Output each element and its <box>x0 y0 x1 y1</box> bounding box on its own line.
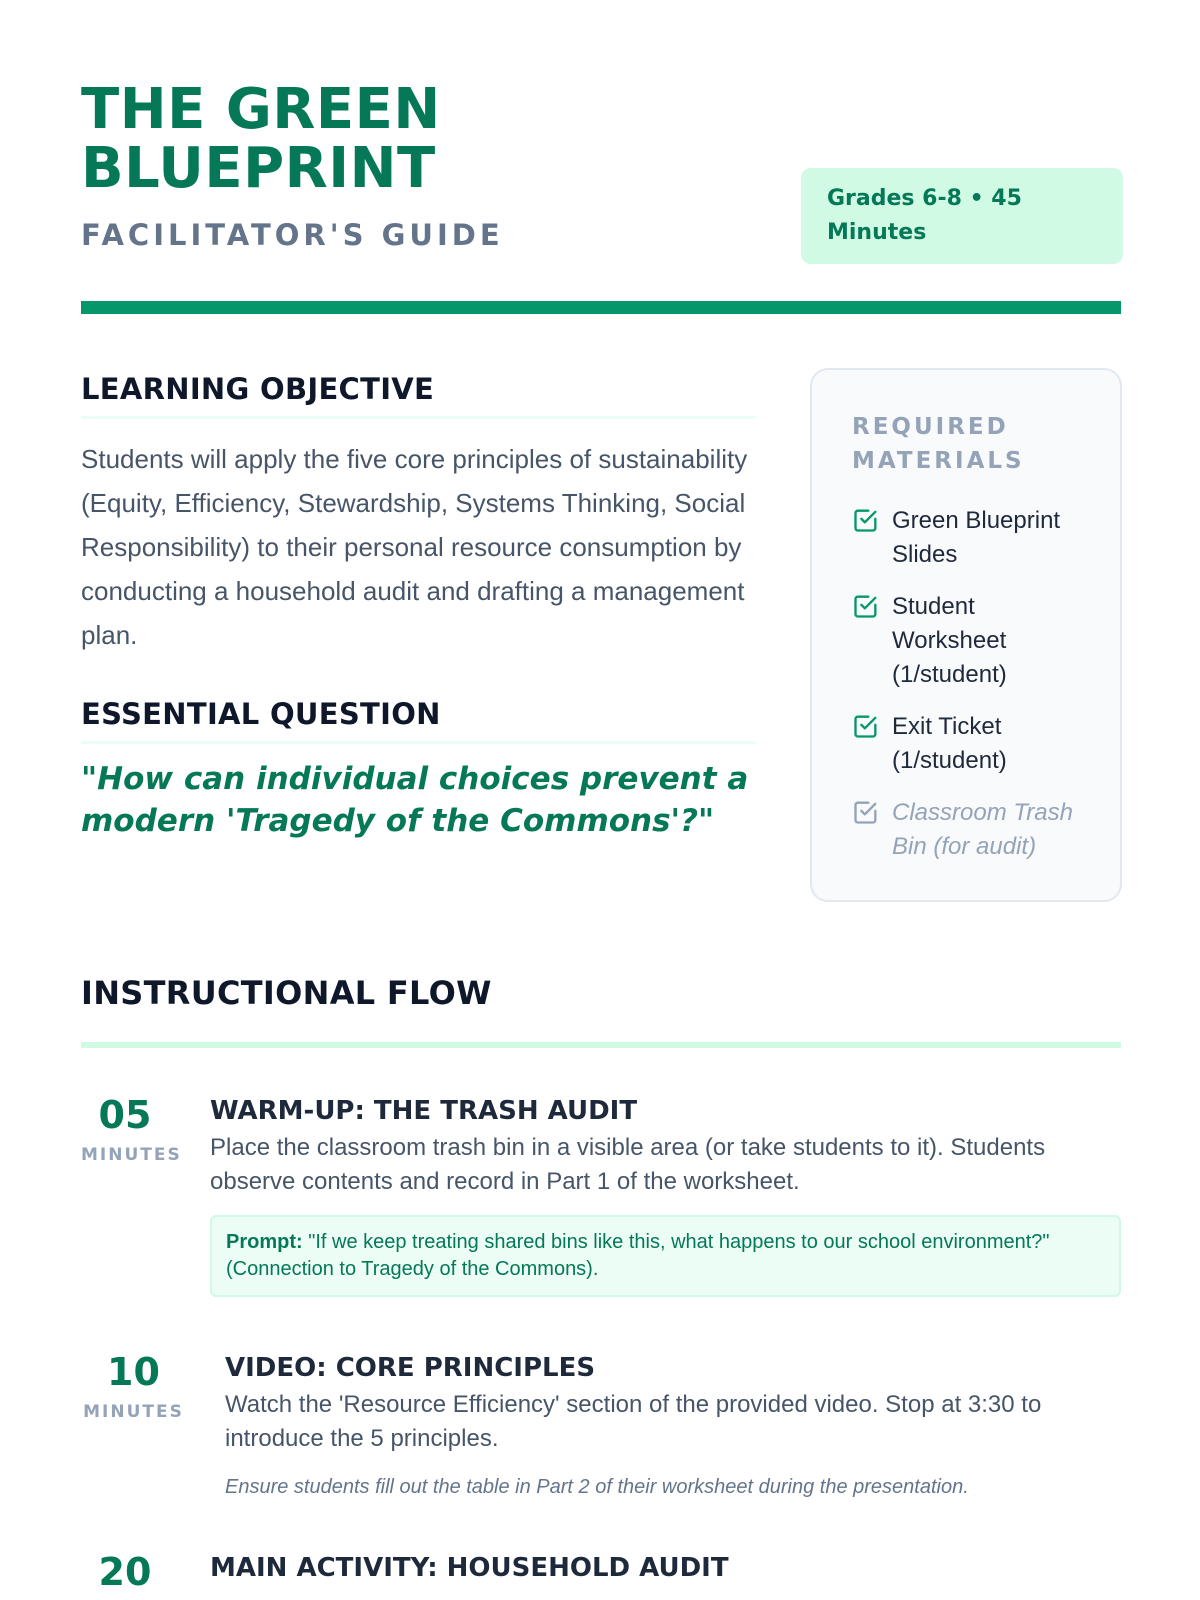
step-minutes: 10 <box>107 1350 160 1394</box>
material-item <box>852 710 1080 778</box>
learning-objective-heading: LEARNING OBJECTIVE <box>81 372 435 406</box>
prompt-text: "If we keep treating shared bins like this, what happens to our school environment?" (Connection to Tragedy of the Commons). <box>226 1231 1050 1280</box>
step-title: MAIN ACTIVITY: HOUSEHOLD AUDIT <box>210 1553 729 1583</box>
facilitator-guide-page <box>81 0 1121 1594</box>
page-subtitle: FACILITATOR'S GUIDE <box>81 218 504 252</box>
step-title: VIDEO: CORE PRINCIPLES <box>225 1353 596 1383</box>
materials-list <box>852 504 1080 864</box>
step-duration <box>81 1350 186 1422</box>
step-description: Place the classroom trash bin in a visible area (or take students to it). Students observe contents and record in Part 1 of the worksheet. <box>210 1134 1046 1195</box>
step-minutes: 20 <box>98 1550 152 1594</box>
prompt-callout <box>210 1215 1121 1297</box>
step-content <box>210 1093 1121 1297</box>
section-divider <box>81 416 756 419</box>
required-materials-card <box>810 368 1122 902</box>
essential-question-text: "How can individual choices prevent a modern 'Tragedy of the Commons'?" <box>81 761 749 839</box>
grade-duration-badge: Grades 6-8 • 45 Minutes <box>801 168 1123 264</box>
section-divider <box>81 741 756 744</box>
step-note: Ensure students fill out the table in Part 2 of their worksheet during the presentation. <box>225 1476 969 1498</box>
page-header <box>81 0 1121 320</box>
step-title: WARM-UP: THE TRASH AUDIT <box>210 1096 638 1126</box>
page-title: THE GREEN BLUEPRINT <box>81 77 441 201</box>
checkbox-check-icon <box>852 506 880 534</box>
flow-divider <box>81 1042 1121 1048</box>
step-minutes-unit: MINUTES <box>81 1145 182 1165</box>
step-duration <box>81 1550 169 1594</box>
material-item <box>852 504 1080 572</box>
step-minutes-unit: MINUTES <box>83 1402 184 1422</box>
checkbox-check-icon <box>852 712 880 740</box>
materials-title: REQUIRED MATERIALS <box>852 414 1025 474</box>
step-minutes: 05 <box>98 1093 152 1137</box>
prompt-label: Prompt: <box>226 1231 303 1253</box>
step-content <box>210 1550 1121 1586</box>
essential-question-heading: ESSENTIAL QUESTION <box>81 697 441 731</box>
step-description: Watch the 'Resource Efficiency' section of the provided video. Stop at 3:30 to introduce the 5 principles. <box>225 1391 1042 1452</box>
material-label: Green Blueprint Slides <box>892 507 1061 568</box>
learning-objective-text: Students will apply the five core principles of sustainability (Equity, Efficiency, Stewardship, Systems Thinking, Social Responsibility) to their personal resource consumption by conducting a household audit and drafting a management plan. <box>81 444 748 650</box>
objective-section <box>81 372 756 842</box>
checkbox-check-icon <box>852 592 880 620</box>
instructional-flow-heading: INSTRUCTIONAL FLOW <box>81 974 492 1012</box>
step-content <box>225 1350 1121 1499</box>
step-duration <box>81 1093 182 1165</box>
material-item <box>852 590 1080 692</box>
material-label: Student Worksheet (1/student) <box>892 593 1007 688</box>
material-item-optional <box>852 796 1080 864</box>
material-label: Classroom Trash Bin (for audit) <box>892 799 1073 860</box>
header-divider <box>81 301 1121 314</box>
checkbox-check-icon <box>852 798 880 826</box>
instructional-flow-section <box>81 974 1121 1048</box>
material-label: Exit Ticket (1/student) <box>892 713 1007 774</box>
